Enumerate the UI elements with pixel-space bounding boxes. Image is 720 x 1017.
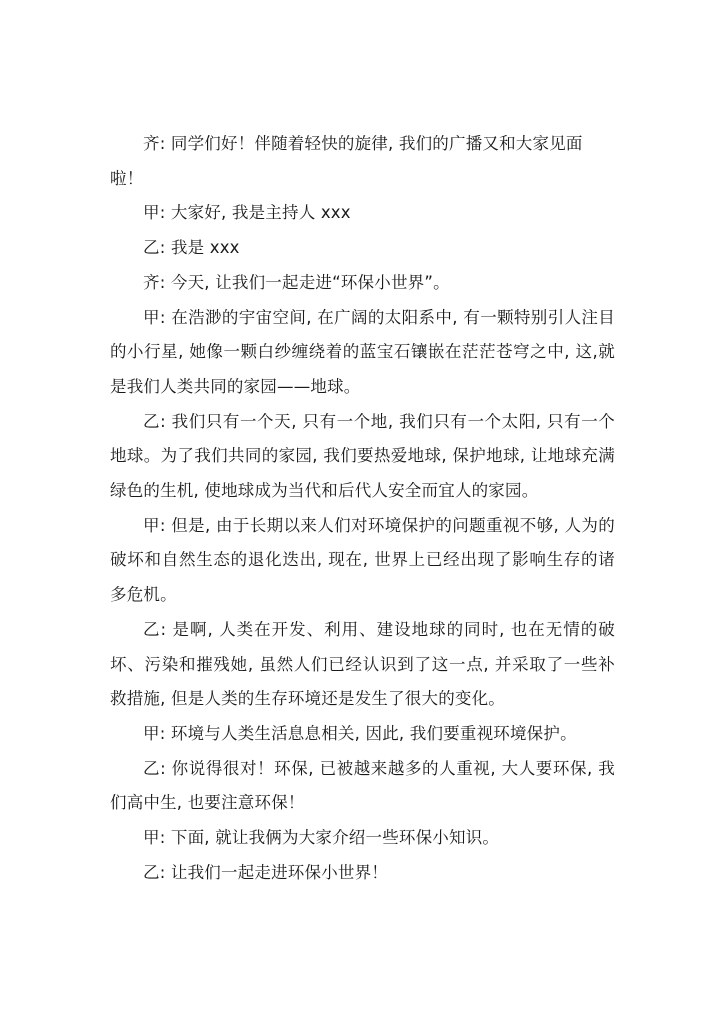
script-line: 乙: 我们只有一个天, 只有一个地, 我们只有一个太阳, 只有一个地球。为了我们共同的家园, 我们要热爱地球, 保护地球, 让地球充满绿色的生机, 使地球成为当代和后代人安全而宜人的家园。 — [110, 411, 615, 501]
script-line: 甲: 环境与人类生活息息相关, 因此, 我们要重视环境保护。 — [143, 723, 577, 743]
script-line: 甲: 下面, 就让我俩为大家介绍一些环保小知识。 — [143, 828, 500, 848]
script-line: 乙: 是啊, 人类在开发、利用、建设地球的同时, 也在无情的破坏、污染和摧残她, 虽然人们已经认识到了这一点, 并采取了一些补救措施, 但是人类的生存环境还是发生了很大的变化。 — [110, 619, 615, 709]
script-line: 齐: 今天, 让我们一起走进“环保小世界”。 — [143, 272, 450, 292]
broadcast-script — [110, 127, 615, 890]
script-line: 乙: 让我们一起走进环保小世界！ — [143, 862, 389, 882]
script-line: 乙: 你说得很对！环保, 已被越来越多的人重视, 大人要环保, 我们高中生, 也要注意环保！ — [110, 758, 615, 813]
script-line: 甲: 大家好, 我是主持人 xxx — [143, 203, 351, 223]
script-line: 甲: 在浩渺的宇宙空间, 在广阔的太阳系中, 有一颗特别引人注目的小行星, 她像一颗白纱缠绕着的蓝宝石镶嵌在茫茫苍穹之中, 这,就是我们人类共同的家园——地球。 — [110, 307, 615, 396]
script-line: 齐: 同学们好！伴随着轻快的旋律, 我们的广播又和大家见面啦！ — [110, 134, 583, 188]
script-line: 乙: 我是 xxx — [143, 238, 240, 258]
script-line: 甲: 但是, 由于长期以来人们对环境保护的问题重视不够, 人为的破坏和自然生态的退化迭出, 现在, 世界上已经出现了影响生存的诸多危机。 — [110, 515, 615, 605]
